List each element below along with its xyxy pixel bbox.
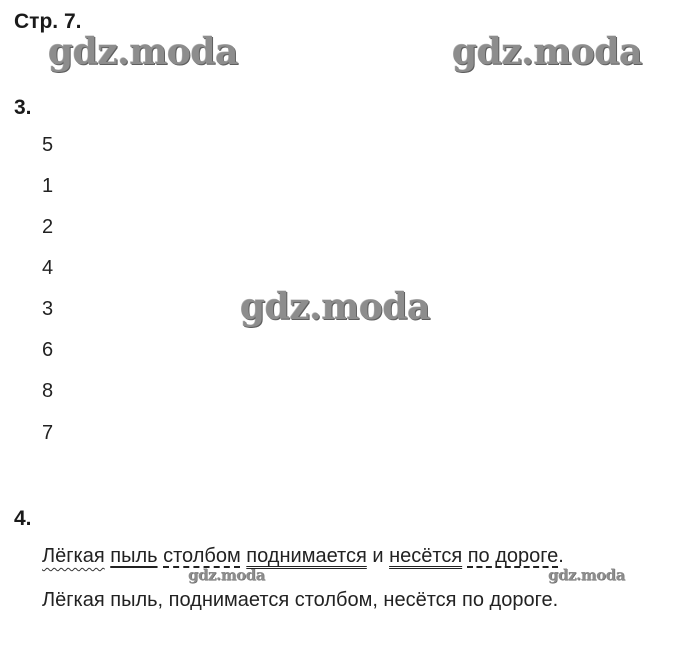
analyzed-sentence <box>42 543 564 569</box>
predicate-word-2: несётся <box>389 545 463 567</box>
exercise-4-number: 4. <box>14 507 32 530</box>
predicate-word-1: поднимается <box>246 545 367 567</box>
list-item: 6 <box>42 339 54 361</box>
sentence-end-punct: . <box>558 545 564 567</box>
list-item: 3 <box>42 298 54 320</box>
conjunction-word: и <box>372 545 384 567</box>
list-item: 2 <box>42 216 54 238</box>
watermark-top-right: gdz.moda <box>452 31 642 73</box>
watermark-small-left: gdz.moda <box>188 566 265 584</box>
watermark-top-left: gdz.moda <box>48 31 238 73</box>
adverbial-phrase: по дороге <box>467 545 559 567</box>
adverbial-word: столбом <box>163 545 241 567</box>
subject-word: пыль <box>110 545 158 567</box>
page-label: Стр. 7. <box>14 10 82 33</box>
list-item: 8 <box>42 380 54 402</box>
watermark-small-right: gdz.moda <box>548 566 625 584</box>
adjective-word: Лёгкая <box>42 545 105 567</box>
watermark-center: gdz.moda <box>240 286 430 328</box>
list-item: 1 <box>42 175 54 197</box>
exercise-3-number: 3. <box>14 96 32 119</box>
list-item: 5 <box>42 134 54 156</box>
list-item: 7 <box>42 422 54 444</box>
sentence-2: Лёгкая пыль, поднимается столбом, несётся по дороге. <box>42 589 559 611</box>
list-item: 4 <box>42 257 54 279</box>
